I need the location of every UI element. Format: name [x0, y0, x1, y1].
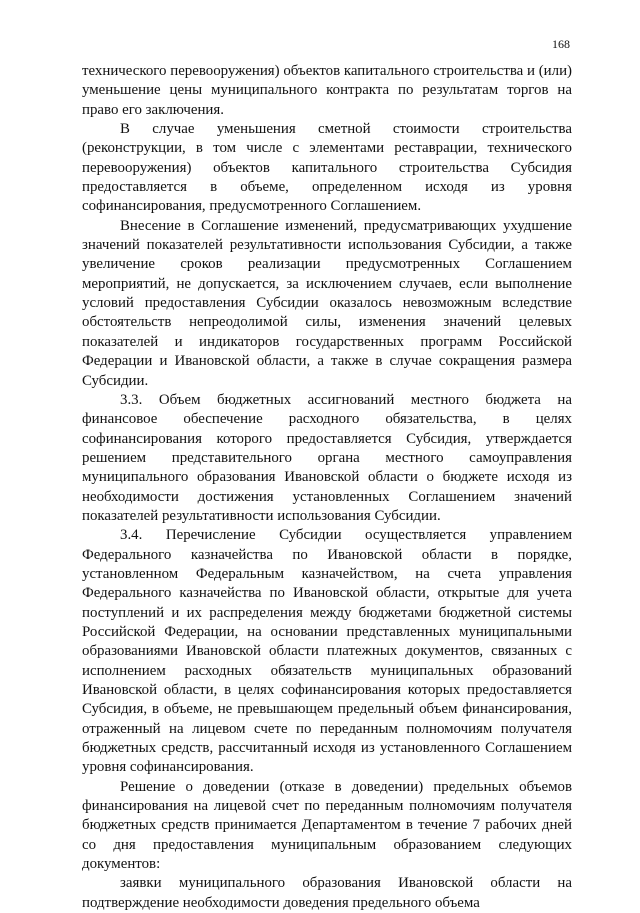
paragraph-funding-decision: Решение о доведении (отказе в доведении) предельных объемов финансирования на лицевой счет по переданным полномочиям получателя бюджетных средств принимается Департаментом в течение 7 рабочих дней со дня предоставления муниципальным образованием следующих документов:: [82, 778, 572, 873]
paragraph-application-item: заявки муниципального образования Ивановской области на подтверждение необходимости доведения предельного объема: [82, 875, 572, 911]
page-number: 168: [552, 37, 570, 51]
paragraph-agreement-changes: Внесение в Соглашение изменений, предусматривающих ухудшение значений показателей результативности использования Субсидии, а также увеличение сроков реализации предусмотренных Соглашением мероприятий, не допускается, за исключением случаев, если выполнение условий предоставления Субсидии оказалось невозможным вследствие обстоятельств непреодолимой силы, изменения значений целевых показателей и индикаторов государственных программ Российской Федерации и Ивановской области, а также в случае сокращения размера Субсидии.: [82, 217, 572, 389]
document-body: [82, 62, 572, 913]
paragraph-section-3-3: 3.3. Объем бюджетных ассигнований местного бюджета на финансовое обеспечение расходного обязательства, в целях софинансирования которого предоставляется Субсидия, утверждается решением представительного органа местного самоуправления муниципального образования Ивановской области о бюджете исходя из необходимости достижения установленных Соглашением значений показателей результативности использования Субсидии.: [82, 391, 572, 524]
paragraph-estimate-reduction: В случае уменьшения сметной стоимости строительства (реконструкции, в том числе с элементами реставрации, технического перевооружения) объектов капитального строительства Субсидия предоставляется в объеме, определенном исходя из уровня софинансирования, предусмотренного Соглашением.: [82, 121, 572, 215]
paragraph-continuation: технического перевооружения) объектов капитального строительства и (или) уменьшение цены муниципального контракта по результатам торгов на право его заключения.: [82, 63, 572, 118]
paragraph-section-3-4: 3.4. Перечисление Субсидии осуществляется управлением Федерального казначейства по Ивановской области в порядке, установленном Федеральным казначейством, на счета управления Федерального казначейства по Ивановской области, открытые для учета поступлений и их распределения между бюджетами бюджетной системы Российской Федерации, на основании представленных муниципальными образованиями Ивановской области платежных документов, связанных с исполнением расходных обязательств муниципальных образований Ивановской области, в целях софинансирования которых предоставляется Субсидия, в объеме, не превышающем предельный объем финансирования, отраженный на лицевом счете по переданным полномочиям получателя бюджетных средств, рассчитанный исходя из установленного Соглашением уровня софинансирования.: [82, 527, 572, 776]
